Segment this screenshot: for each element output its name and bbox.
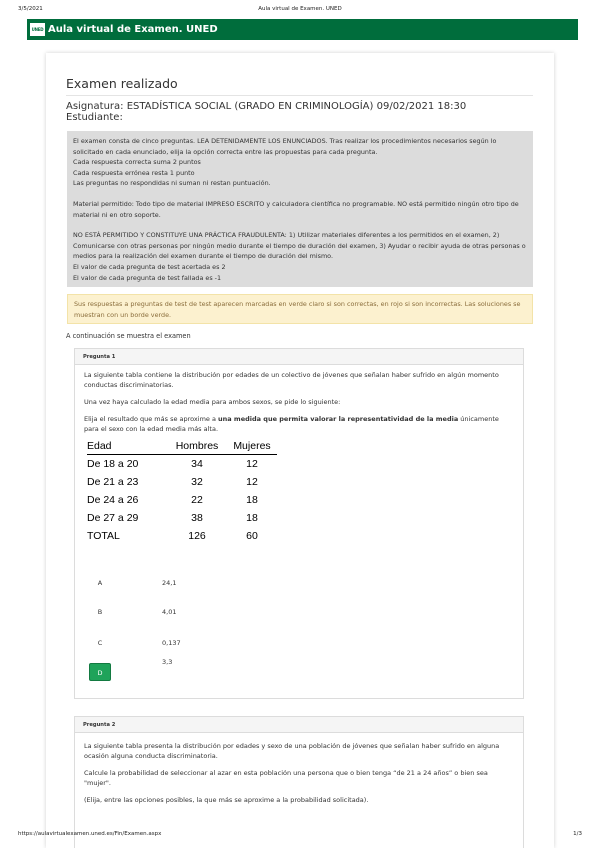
print-title: Aula virtual de Examen. UNED [258, 6, 342, 12]
instructions-text: Cada respuesta errónea resta 1 punto [73, 168, 195, 177]
question-2-text: Calcule la probabilidad de seleccionar al azar en esta población una persona que o bien tenga “de 21 a 24 años” o bien sea "mujer". [84, 769, 488, 787]
table-row [87, 473, 277, 491]
title-divider [66, 95, 533, 96]
question-1-text: La siguiente tabla contiene la distribución por edades de un colectivo de jóvenes que señalan haber sufrido en algún momento conductas discriminatorias. [84, 371, 499, 389]
table-cell: 126 [188, 530, 206, 542]
print-date: 3/5/2021 [18, 6, 43, 12]
table-cell: 12 [246, 476, 258, 488]
instructions-text: Las preguntas no respondidas ni suman ni restan puntuación. [73, 179, 271, 188]
uned-logo[interactable]: UNED [30, 23, 45, 36]
question-2-panel [74, 716, 524, 848]
exam-student: Estudiante: [66, 112, 123, 123]
table-cell: De 27 a 29 [87, 512, 139, 524]
table-cell: TOTAL [87, 530, 120, 542]
question-1-header: Pregunta 1 [75, 349, 523, 365]
table-row [87, 509, 277, 527]
option-a[interactable] [89, 574, 177, 592]
print-page-number: 1/3 [573, 831, 582, 837]
table-cell: 38 [191, 512, 203, 524]
table-row [87, 491, 277, 509]
option-value: 3,3 [162, 658, 173, 666]
table-cell: 32 [191, 476, 203, 488]
option-value: 0,137 [162, 639, 181, 647]
table-header-cell: Hombres [175, 439, 219, 452]
table-header-cell: Edad [87, 439, 112, 452]
option-letter[interactable]: C [97, 639, 103, 647]
table-cell: De 18 a 20 [87, 458, 139, 470]
table-cell: 18 [246, 494, 258, 506]
option-b[interactable] [89, 603, 177, 621]
answers-legend-alert: Sus respuestas a preguntas de test de test aparecen marcadas en verde claro si son correctas, en rojo si son incorrectas. Las soluciones se muestran con un borde verde. [67, 294, 533, 324]
question-2-text: (Elija, entre las opciones posibles, la que más se aproxime a la probabilidad solicitada). [84, 796, 369, 804]
option-letter[interactable]: A [97, 579, 103, 587]
table-cell: 60 [246, 530, 258, 542]
question-2-text: La siguiente tabla presenta la distribución por edades y sexo de una población de jóvenes que señalan haber sufrido en alguna ocasión alguna conducta discriminatoria. [84, 742, 500, 760]
option-d-selected[interactable] [89, 658, 173, 681]
print-header [0, 6, 600, 16]
instructions-text: Material permitido: Todo tipo de material IMPRESO ESCRITO y calculadora científica no programable. NO está permitido ningún otro tipo de material ni en otro soporte. [73, 199, 519, 219]
question-1-text: Elija el resultado que más se aproxime a una medida que permita valorar la representatividad de la media únicamente para el sexo con la edad media más alta. [84, 415, 499, 433]
navbar-title[interactable]: Aula virtual de Examen. UNED [48, 24, 218, 35]
question-2-header: Pregunta 2 [75, 717, 523, 733]
option-c[interactable] [89, 634, 181, 652]
option-value: 24,1 [162, 579, 177, 587]
table-row [87, 455, 277, 473]
instructions-text: El valor de cada pregunta de test acertada es 2 [73, 262, 226, 271]
page-title: Examen realizado [66, 76, 178, 91]
instructions-text: Cada respuesta correcta suma 2 puntos [73, 158, 201, 167]
table-cell: 12 [246, 458, 258, 470]
question-1-table [87, 437, 277, 545]
table-cell: De 21 a 23 [87, 476, 139, 488]
instructions-text: El examen consta de cinco preguntas. LEA DETENIDAMENTE LOS ENUNCIADOS. Tras realizar los procedimientos necesarios según lo solicitado en cada enunciado, elija la opción correcta entre las propuestas para cada pregunta. [73, 137, 497, 156]
instructions-box [67, 131, 533, 287]
table-header-cell: Mujeres [233, 439, 271, 452]
table-cell: 18 [246, 512, 258, 524]
table-cell: De 24 a 26 [87, 494, 139, 506]
instructions-text: El valor de cada pregunta de test fallada es -1 [73, 273, 222, 282]
question-1-panel [74, 348, 524, 699]
table-cell: 34 [191, 458, 203, 470]
question-1-text: Una vez haya calculado la edad media para ambos sexos, se pide lo siguiente: [84, 398, 341, 406]
table-row [87, 527, 277, 545]
exam-intro: A continuación se muestra el examen [66, 332, 191, 340]
exam-subject: Asignatura: ESTADÍSTICA SOCIAL (GRADO EN CRIMINOLOGÍA) 09/02/2021 18:30 [66, 101, 467, 112]
table-header-row [87, 437, 277, 455]
instructions-text: NO ESTÁ PERMITIDO Y CONSTITUYE UNA PRÁCTICA FRAUDULENTA: 1) Utilizar materiales diferentes a los permitidos en el examen, 2) Comunicarse con otras personas por ningún medio durante el tiempo de duración del examen, 3) Ayudar o recibir ayuda de otras personas o medios para la realización del examen durante el tiempo de duración del mismo. [73, 231, 526, 261]
option-letter-correct[interactable]: D [89, 663, 111, 681]
top-navbar [27, 19, 578, 40]
table-cell: 22 [191, 494, 203, 506]
option-value: 4,01 [162, 608, 177, 616]
option-letter[interactable]: B [97, 608, 103, 616]
print-url: https://aulavirtualexamen.uned.es/Fin/Examen.aspx [18, 831, 162, 837]
